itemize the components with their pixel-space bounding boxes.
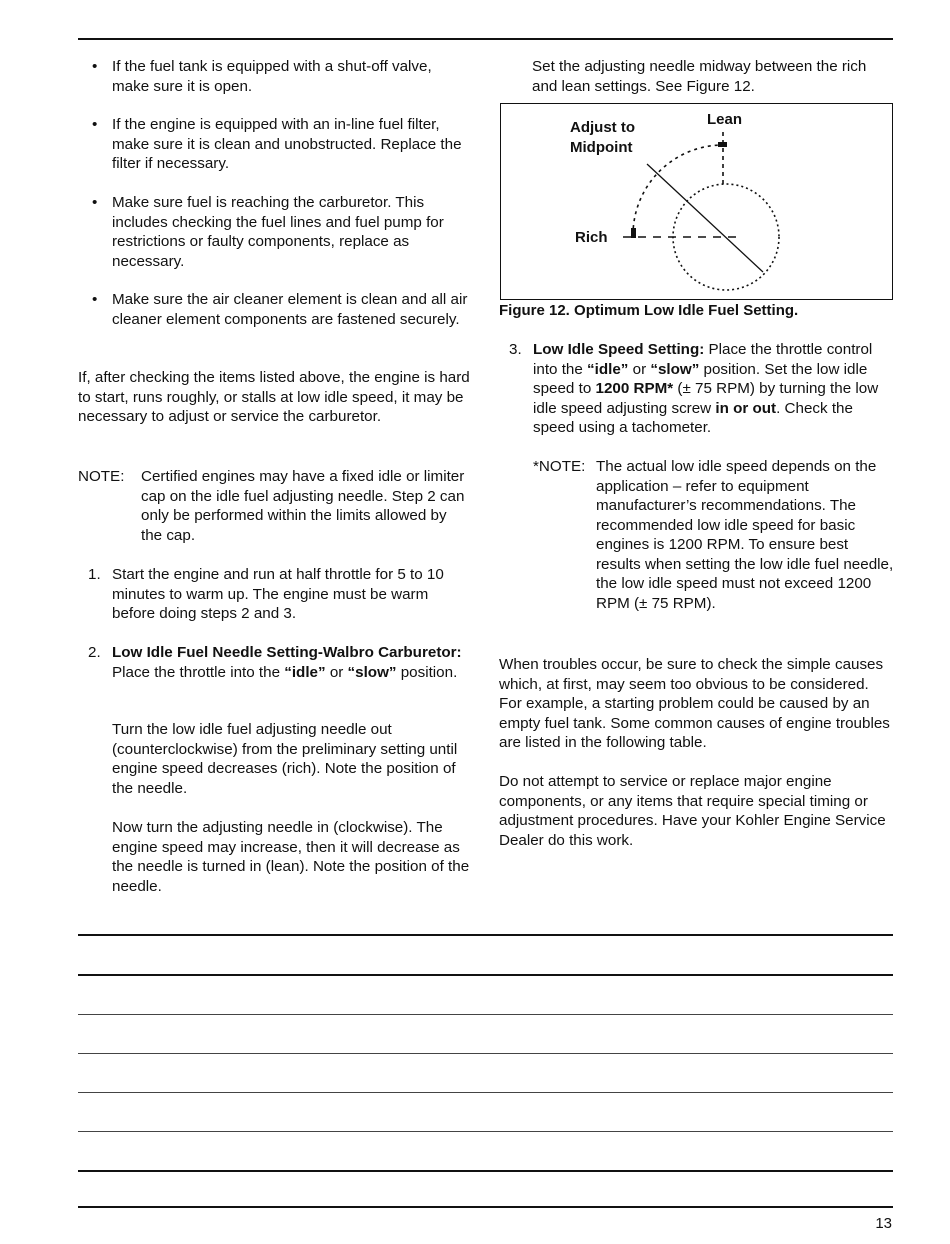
bullet-symbol: • <box>92 58 98 75</box>
table-rule <box>78 974 893 976</box>
bullet-text: Make sure fuel is reaching the carburetor. This includes checking the fuel lines and fuel pump for restrictions or faulty components, replace as necessary. <box>112 194 444 270</box>
step-2-paragraph: Now turn the adjusting needle in (clockwise). The engine speed may increase, then it will decrease as the needle is turned in (lean). Note the position of the needle. <box>112 819 470 895</box>
table-rule <box>78 934 893 936</box>
step-number: 2. <box>88 644 101 661</box>
step-number: 1. <box>88 566 101 583</box>
step-2-paragraph: Turn the low idle fuel adjusting needle out (counterclockwise) from the preliminary setting until engine speed decreases (rich). Note the position of the needle. <box>112 721 458 797</box>
table-rule <box>78 1092 893 1093</box>
page-number: 13 <box>875 1215 892 1232</box>
adjust-label-2: Midpoint <box>570 139 633 156</box>
after-check-paragraph: If, after checking the items listed above, the engine is hard to start, runs roughly, or stalls at low idle speed, it may be necessary to adjust or service the carburetor. <box>78 369 470 425</box>
rich-marker <box>631 228 636 238</box>
bullet-item <box>92 115 467 174</box>
note-text: Certified engines may have a fixed idle or limiter cap on the idle fuel adjusting needle. Step 2 can only be performed within the limits allowed by the cap. <box>141 468 465 544</box>
troubles-paragraph: When troubles occur, be sure to check the simple causes which, at first, may seem too obvious to be considered. For example, a starting problem could be caused by an empty fuel tank. Some common causes of engine troubles are listed in the following table. <box>499 656 890 751</box>
table-rule <box>78 1053 893 1054</box>
top-rule <box>78 38 893 40</box>
step-3 <box>509 340 895 438</box>
table-rule <box>78 1206 893 1208</box>
table-rule <box>78 1170 893 1172</box>
bullet-symbol: • <box>92 291 98 308</box>
step-title: Low Idle Speed Setting: <box>533 341 705 358</box>
table-rule <box>78 1014 893 1015</box>
table-rule <box>78 1131 893 1132</box>
figure-12 <box>500 103 893 300</box>
step-text: Low Idle Fuel Needle Setting-Walbro Carburetor: Place the throttle into the “idle” or “slow” position. <box>112 644 462 681</box>
figure-intro: Set the adjusting needle midway between the rich and lean settings. See Figure 12. <box>532 58 867 95</box>
step-title: Low Idle Fuel Needle Setting-Walbro Carburetor: <box>112 644 462 661</box>
bullet-item <box>92 290 472 329</box>
service-paragraph: Do not attempt to service or replace major engine components, or any items that require special timing or adjustment procedures. Have your Kohler Engine Service Dealer do this work. <box>499 773 886 849</box>
needle-diagram <box>501 104 891 298</box>
bullet-item <box>92 57 467 96</box>
bullet-text: If the fuel tank is equipped with a shut-off valve, make sure it is open. <box>112 58 432 95</box>
step-text: Low Idle Speed Setting: Place the throttle control into the “idle” or “slow” position. Set the low idle speed to 1200 RPM* (± 75 RPM) by turning the low idle speed adjusting screw in or out. Check the speed using a tachometer. <box>533 341 879 436</box>
step-text: Start the engine and run at half throttle for 5 to 10 minutes to warm up. The engine must be warm before doing steps 2 and 3. <box>112 566 444 622</box>
rich-label: Rich <box>575 229 608 246</box>
note-text: The actual low idle speed depends on the application – refer to equipment manufacturer’s recommendations. The recommended low idle speed for basic engines is 1200 RPM. To ensure best results when setting the low idle fuel needle, the low idle speed must not exceed 1200 RPM (± 75 RPM). <box>596 458 894 612</box>
note-label: *NOTE: <box>533 458 586 475</box>
lean-label: Lean <box>707 111 743 128</box>
adjust-label-1: Adjust to <box>570 119 635 136</box>
bullet-symbol: • <box>92 194 98 211</box>
bullet-text: Make sure the air cleaner element is clean and all air cleaner element components are fastened securely. <box>112 291 468 328</box>
step-number: 3. <box>509 341 522 358</box>
midpoint-line <box>647 164 763 272</box>
lean-marker <box>718 142 727 147</box>
bullet-symbol: • <box>92 116 98 133</box>
bullet-item <box>92 193 467 271</box>
figure-caption: Figure 12. Optimum Low Idle Fuel Setting. <box>499 302 799 319</box>
bullet-text: If the engine is equipped with an in-line fuel filter, make sure it is clean and unobstructed. Replace the filter if necessary. <box>112 116 462 172</box>
step-1 <box>88 565 470 624</box>
note-label: NOTE: <box>78 468 125 485</box>
step-2 <box>88 643 470 682</box>
